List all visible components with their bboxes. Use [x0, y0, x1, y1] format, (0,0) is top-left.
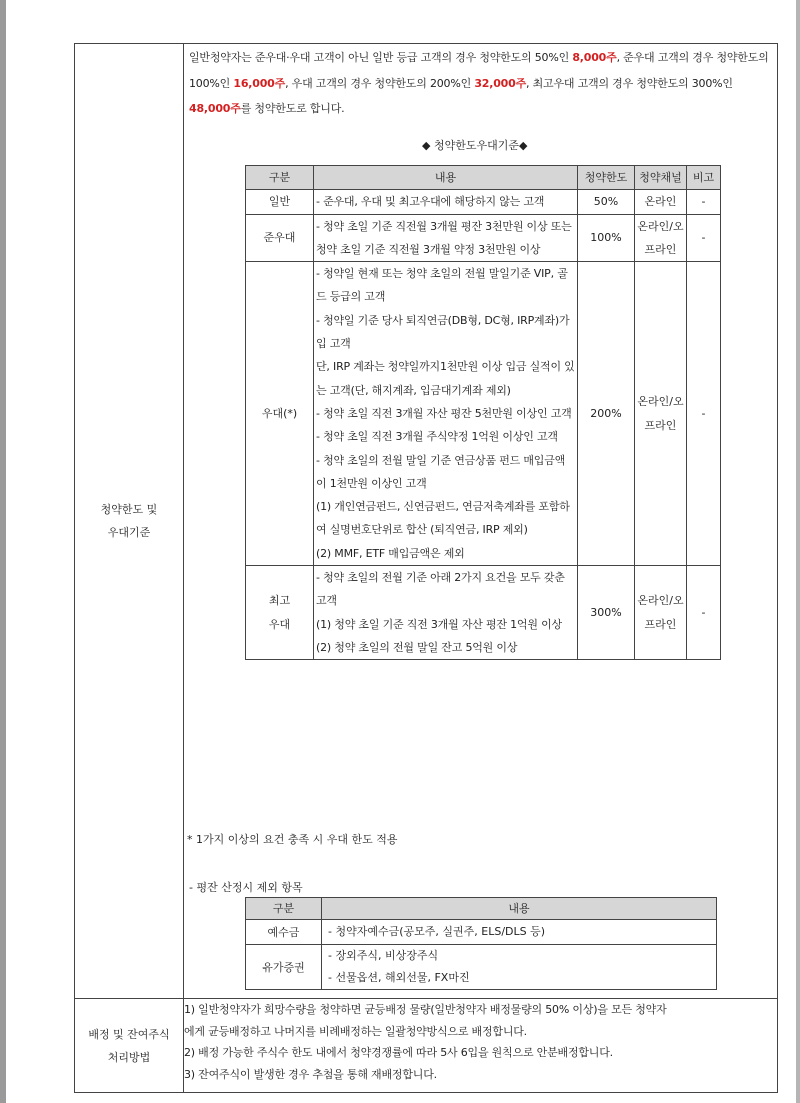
intro-text: , 우대 고객의 경우 청약한도의 200%인 — [285, 76, 475, 90]
exclusion-header-category: 구분 — [246, 898, 322, 920]
table-row — [246, 945, 717, 990]
row-channel: 온라인/오프라인 — [635, 214, 687, 262]
row-note: - — [687, 190, 721, 214]
preference-table — [245, 165, 721, 660]
footnote: * 1가지 이상의 요건 충족 시 우대 한도 적용 — [187, 833, 398, 846]
intro-text: 일반청약자는 준우대·우대 고객이 아닌 일반 등급 고객의 경우 청약한도의 50%인 — [189, 51, 573, 64]
row-note: - — [687, 214, 721, 262]
row-limit: 50% — [578, 190, 635, 214]
table-title: ◆ 청약한도우대기준◆ — [422, 139, 528, 152]
row-note: - — [687, 566, 721, 660]
exclusion-category: 유가증권 — [246, 945, 322, 990]
table-row — [246, 566, 721, 660]
row-limit: 100% — [578, 214, 635, 262]
intro-text: , 최고우대 고객의 경우 청약한도의 300%인 — [526, 76, 733, 90]
alloc-line: 1) 일반청약자가 희망수량을 청약하면 균등배정 물량(일반청약자 배정물량의 50% 이상)을 모든 청약자 — [184, 1003, 667, 1016]
limit-section-label — [75, 44, 184, 999]
row-content: - 청약 초일 기준 직전월 3개월 평잔 3천만원 이상 또는 청약 초일 기준 직전월 3개월 약정 3천만원 이상 — [314, 214, 578, 262]
limit-label-line2: 우대기준 — [107, 526, 151, 539]
row-content: - 준우대, 우대 및 최고우대에 해당하지 않는 고객 — [314, 190, 578, 214]
header-channel: 청약채널 — [635, 166, 687, 190]
intro-paragraph — [189, 45, 769, 122]
limit-label-line1: 청약한도 및 — [100, 503, 158, 516]
row-limit: 200% — [578, 262, 635, 566]
exclusion-title: - 평잔 산정시 제외 항목 — [189, 881, 303, 894]
row-category: 준우대 — [246, 214, 314, 262]
row-limit: 300% — [578, 566, 635, 660]
intro-text: , 준우대 고객의 경우 청약한도의 100%인 — [189, 51, 769, 90]
intro-text: 를 청약한도로 합니다. — [240, 102, 345, 115]
limit-section-content — [184, 44, 778, 999]
alloc-label-line2: 처리방법 — [107, 1050, 151, 1064]
preference-header-row — [246, 166, 721, 190]
table-row — [246, 262, 721, 566]
highlight-shares: 48,000주 — [189, 102, 241, 115]
alloc-section-content — [184, 999, 778, 1093]
header-limit: 청약한도 — [578, 166, 635, 190]
row-content: - 청약일 현재 또는 청약 초일의 전월 말일기준 VIP, 골드 등급의 고객 - 청약일 기준 당사 퇴직연금(DB형, DC형, IRP계좌)가입 고객 단, IRP 계좌는 청약일까지1천만원 이상 입금 실적이 있는 고객(단, 해지계좌, 입금대기계좌 제외) - 청약 초일 직전 3개월 자산 평잔 5천만원 이상인 고객 - 청약 초일 직전 3개월 주식약정 1억원 이상인 고객 - 청약 초일의 전월 말일 기준 연금상품 펀드 매입금액이 1천만원 이상인 고객 (1) 개인연금펀드, 신연금펀드, 연금저축계좌를 포함하여 실명번호단위로 합산 (퇴직연금, IRP 제외) (2) MMF, ETF 매입금액은 제외 — [314, 262, 578, 566]
row-channel: 온라인/오프라인 — [635, 566, 687, 660]
row-category: 우대(*) — [246, 262, 314, 566]
header-category: 구분 — [246, 166, 314, 190]
row-content: - 청약 초일의 전월 기준 아래 2가지 요건을 모두 갖춘 고객 (1) 청약 초일 기준 직전 3개월 자산 평잔 1억원 이상 (2) 청약 초일의 전월 말일 잔고 5억원 이상 — [314, 566, 578, 660]
table-row — [246, 190, 721, 214]
exclusion-header-row — [246, 898, 717, 920]
exclusion-category: 예수금 — [246, 920, 322, 945]
alloc-line: 3) 잔여주식이 발생한 경우 추첨을 통해 재배정합니다. — [184, 1067, 437, 1081]
table-row — [246, 214, 721, 262]
highlight-shares: 8,000주 — [572, 51, 617, 64]
alloc-line: 에게 균등배정하고 나머지를 비례배정하는 일괄청약방식으로 배정합니다. — [184, 1024, 527, 1038]
row-channel: 온라인/오프라인 — [635, 262, 687, 566]
header-note: 비고 — [687, 166, 721, 190]
document-table — [74, 43, 778, 1093]
alloc-label-line1: 배정 및 잔여주식 — [88, 1027, 170, 1041]
page-edge-left — [0, 0, 6, 1103]
highlight-shares: 16,000주 — [233, 76, 286, 90]
row-channel: 온라인 — [635, 190, 687, 214]
row-category: 일반 — [246, 190, 314, 214]
highlight-shares: 32,000주 — [474, 76, 527, 90]
alloc-section-label — [75, 999, 184, 1093]
exclusion-content: - 청약자예수금(공모주, 실권주, ELS/DLS 등) — [322, 920, 717, 945]
page-edge-right — [796, 0, 800, 1103]
exclusion-content: - 장외주식, 비상장주식 - 선물옵션, 해외선물, FX마진 — [322, 945, 717, 990]
exclusion-table — [245, 897, 717, 990]
alloc-line: 2) 배정 가능한 주식수 한도 내에서 청약경쟁률에 따라 5사 6입을 원칙으로 안분배정합니다. — [184, 1046, 613, 1059]
header-content: 내용 — [314, 166, 578, 190]
table-row — [246, 920, 717, 945]
row-category: 최고 우대 — [246, 566, 314, 660]
exclusion-header-content: 내용 — [322, 898, 717, 920]
row-note: - — [687, 262, 721, 566]
